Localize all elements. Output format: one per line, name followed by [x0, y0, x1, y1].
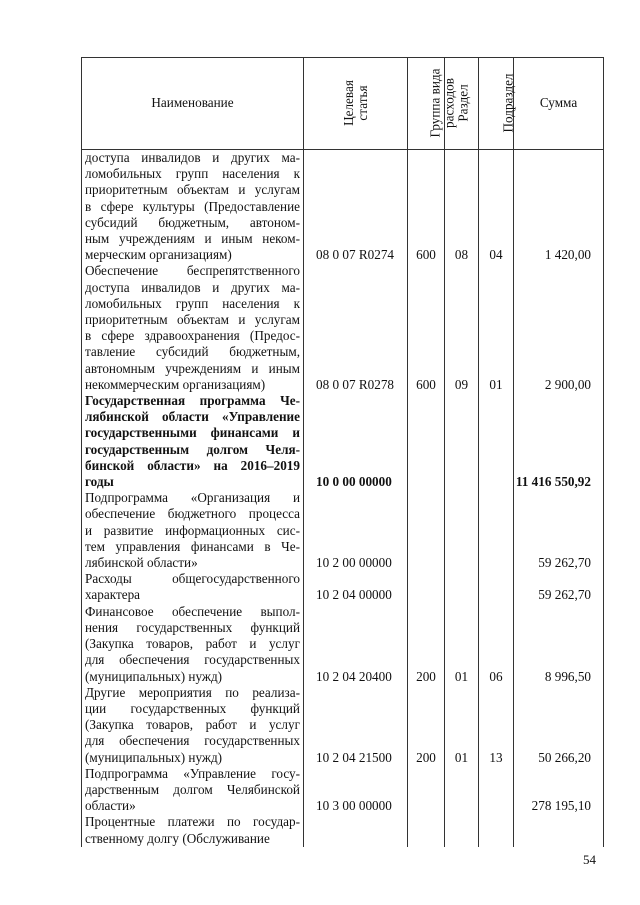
cell-name — [82, 571, 304, 603]
name-line: автономным учреждениям и иным — [85, 360, 300, 376]
cell-subsection — [479, 571, 514, 603]
name-line: для обеспечения государственных — [85, 733, 300, 749]
name-line: лябинской области «Управление — [85, 409, 300, 425]
budget-table — [81, 57, 604, 847]
table-row — [82, 604, 604, 685]
cell-section — [445, 766, 479, 815]
name-line: Обеспечение беспрепятственного — [85, 263, 300, 279]
cell-name — [82, 150, 304, 264]
cell-expense-group: 200 — [408, 685, 445, 766]
name-line: нения государственных функций — [85, 619, 300, 635]
name-line: и развитие информационных сис- — [85, 522, 300, 538]
header-section: Раздел — [445, 58, 479, 150]
cell-target-article — [304, 814, 408, 846]
table-row — [82, 766, 604, 815]
table-body — [82, 150, 604, 847]
table-row — [82, 263, 604, 393]
name-line: Расходы общегосударственного — [85, 571, 300, 587]
name-line: годы — [85, 474, 114, 490]
header-row — [82, 58, 604, 150]
name-line: для обеспечения государственных — [85, 652, 300, 668]
header-target-article: Целевая статья — [304, 58, 408, 150]
name-line: ственному долгу (Обслуживание — [85, 830, 270, 846]
name-line: обеспечение бюджетного процесса — [85, 506, 300, 522]
cell-section — [445, 490, 479, 571]
name-line: (муниципальных) нужд) — [85, 668, 223, 684]
name-line: доступа инвалидов и других ма- — [85, 150, 300, 165]
table-row — [82, 814, 604, 846]
name-line: Финансовое обеспечение выпол- — [85, 603, 300, 619]
name-line: ным учреждениям и иным неком- — [85, 231, 300, 247]
name-line: тавление субсидий бюджетным, — [85, 344, 300, 360]
cell-expense-group: 600 — [408, 150, 445, 264]
name-line: некоммерческим организациям) — [85, 376, 266, 392]
cell-subsection: 01 — [479, 263, 514, 393]
table-row — [82, 571, 604, 603]
cell-name — [82, 685, 304, 766]
cell-name — [82, 604, 304, 685]
name-line: (муниципальных) нужд) — [85, 749, 223, 765]
name-line: дарственным долгом Челябинской — [85, 781, 300, 797]
table-row — [82, 490, 604, 571]
table-row — [82, 393, 604, 490]
cell-name — [82, 263, 304, 393]
cell-subsection — [479, 490, 514, 571]
cell-sum: 1 420,00 — [514, 150, 604, 264]
name-line: Другие мероприятия по реализа- — [85, 684, 300, 700]
cell-sum: 59 262,70 — [514, 571, 604, 603]
name-line: тем управления финансами в Че- — [85, 538, 300, 554]
cell-target-article: 10 2 04 20400 — [304, 604, 408, 685]
cell-target-article: 10 2 04 00000 — [304, 571, 408, 603]
header-name: Наименование — [82, 58, 304, 150]
name-line: государственным долгом Челя- — [85, 441, 300, 457]
cell-section — [445, 814, 479, 846]
cell-sum: 2 900,00 — [514, 263, 604, 393]
name-line: ломобильных групп населения к — [85, 166, 300, 182]
cell-subsection: 06 — [479, 604, 514, 685]
cell-expense-group — [408, 814, 445, 846]
name-line: государственными финансами и — [85, 425, 300, 441]
name-line: в сфере культуры (Предоставление — [85, 198, 300, 214]
cell-expense-group — [408, 766, 445, 815]
cell-sum: 11 416 550,92 — [514, 393, 604, 490]
cell-expense-group: 200 — [408, 604, 445, 685]
cell-section — [445, 571, 479, 603]
name-line: (Закупка товаров, работ и услуг — [85, 717, 300, 733]
cell-target-article: 10 0 00 00000 — [304, 393, 408, 490]
table-row — [82, 150, 604, 264]
cell-target-article: 10 2 04 21500 — [304, 685, 408, 766]
cell-sum — [514, 814, 604, 846]
cell-subsection: 13 — [479, 685, 514, 766]
cell-sum: 50 266,20 — [514, 685, 604, 766]
page-number: 54 — [583, 852, 596, 867]
cell-expense-group: 600 — [408, 263, 445, 393]
name-line: Подпрограмма «Организация и — [85, 490, 300, 506]
name-line: лябинской области» — [85, 555, 198, 571]
header-subsection: Подраздел — [479, 58, 514, 150]
cell-subsection: 04 — [479, 150, 514, 264]
name-line: приоритетным объектам и услугам — [85, 312, 300, 328]
name-line: в сфере здравоохранения (Предос- — [85, 328, 300, 344]
cell-name — [82, 766, 304, 815]
name-line: ции государственных функций — [85, 700, 300, 716]
cell-sum: 278 195,10 — [514, 766, 604, 815]
cell-target-article: 10 3 00 00000 — [304, 766, 408, 815]
cell-target-article: 08 0 07 R0274 — [304, 150, 408, 264]
cell-sum: 8 996,50 — [514, 604, 604, 685]
name-line: субсидий бюджетным, автоном- — [85, 214, 300, 230]
header-expense-group: Группа вида расходов — [408, 58, 445, 150]
cell-section: 01 — [445, 604, 479, 685]
cell-expense-group — [408, 490, 445, 571]
cell-section: 09 — [445, 263, 479, 393]
cell-subsection — [479, 393, 514, 490]
header-sum: Сумма — [514, 58, 604, 150]
cell-section: 01 — [445, 685, 479, 766]
name-line: приоритетным объектам и услугам — [85, 182, 300, 198]
cell-target-article: 10 2 00 00000 — [304, 490, 408, 571]
name-line: ломобильных групп населения к — [85, 295, 300, 311]
table-row — [82, 685, 604, 766]
name-line: доступа инвалидов и других ма- — [85, 279, 300, 295]
cell-name — [82, 814, 304, 846]
cell-section — [445, 393, 479, 490]
name-line: Государственная программа Че- — [85, 393, 300, 409]
cell-target-article: 08 0 07 R0278 — [304, 263, 408, 393]
cell-expense-group — [408, 393, 445, 490]
name-line: мерческим организациям) — [85, 247, 232, 263]
cell-subsection — [479, 766, 514, 815]
cell-name — [82, 490, 304, 571]
name-line: характера — [85, 587, 141, 603]
cell-expense-group — [408, 571, 445, 603]
name-line: бинской области» на 2016–2019 — [85, 457, 300, 473]
name-line: Подпрограмма «Управление госу- — [85, 765, 300, 781]
cell-sum: 59 262,70 — [514, 490, 604, 571]
name-line: (Закупка товаров, работ и услуг — [85, 636, 300, 652]
cell-section: 08 — [445, 150, 479, 264]
cell-subsection — [479, 814, 514, 846]
cell-name — [82, 393, 304, 490]
name-line: области» — [85, 798, 136, 814]
name-line: Процентные платежи по государ- — [85, 814, 300, 830]
